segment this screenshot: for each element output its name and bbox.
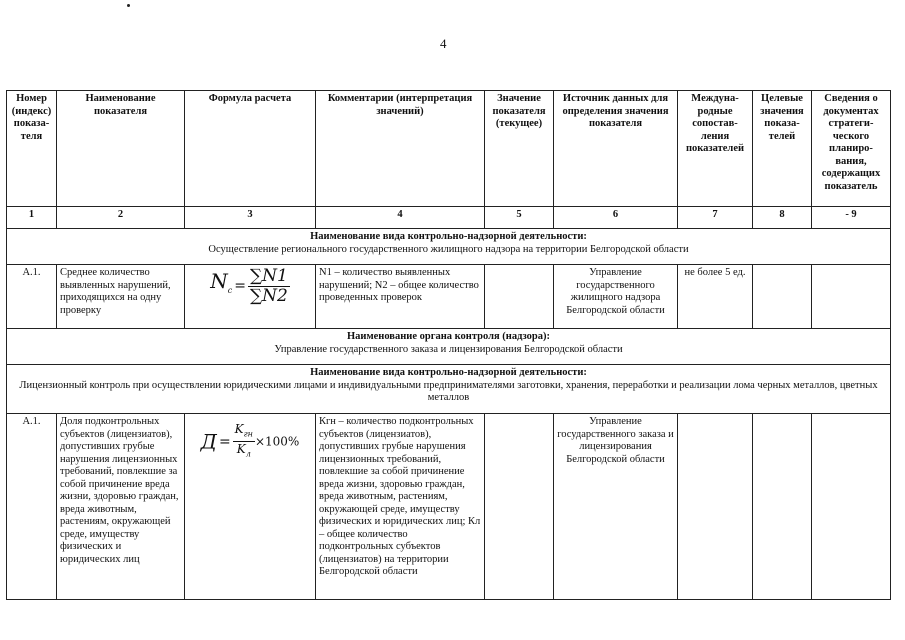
scan-mark <box>127 4 130 7</box>
row-formula: Д = $\frac{K_{гн}}{K_л}$ ×100% <box>185 414 316 600</box>
section-title: Наименование органа контроля (надзора): <box>346 331 551 342</box>
header-formula: Формула расчета <box>185 91 316 207</box>
section-text: Лицензионный контроль при осуществлении юридическими лицами и индивидуальными предпринимателями заготовки, хранения, переработки и реализации лома черных металлов, цветных металлов <box>19 379 878 403</box>
section-cell <box>7 365 891 414</box>
column-number: 5 <box>485 207 554 229</box>
formula-suffix: ×100% <box>254 434 300 449</box>
header-international: Междуна-родные сопостав-ления показателей <box>678 91 753 207</box>
section-row-supervision-type <box>7 229 891 265</box>
row-value <box>485 265 554 329</box>
row-comment: Кгн – количество подконтрольных субъектов (лицензиатов), допустивших грубые нарушения лицензионных требований, повлекшие за собой причинение вреда жизни, здоровью граждан, вреда животным, растениям, окружающей среде, имуществу физических и юридических лиц; Кл – общее количество подконтрольных субъектов (лицензиатов) на территории Белгородской области <box>316 414 485 600</box>
row-docs <box>812 265 891 329</box>
column-number: 3 <box>185 207 316 229</box>
page-number: 4 <box>440 36 447 51</box>
row-source: Управление государственного заказа и лицензирования Белгородской области <box>554 414 678 600</box>
column-number: 1 <box>7 207 57 229</box>
row-source: Управление государственного жилищного надзора Белгородской области <box>554 265 678 329</box>
header-docs: Сведения о документах стратеги-ческого планиро-вания, содержащих показатель <box>812 91 891 207</box>
table-row <box>7 414 891 600</box>
formula-fraction: $\frac{K_{гн}}{K_л}$ <box>234 422 253 459</box>
header-name: Наименование показателя <box>57 91 185 207</box>
section-title: Наименование вида контрольно-надзорной деятельности: <box>310 231 587 242</box>
column-number: 4 <box>316 207 485 229</box>
row-value <box>485 414 554 600</box>
formula-lhs: $N_c$ <box>210 269 233 296</box>
column-number: 6 <box>554 207 678 229</box>
section-cell <box>7 229 891 265</box>
row-international: не более 5 ед. <box>678 265 753 329</box>
column-number: - 9 <box>812 207 891 229</box>
column-number: 8 <box>753 207 812 229</box>
row-formula: $N_c$ = $\frac{\sum N1}{\sum N2}$ <box>185 265 316 329</box>
section-cell <box>7 329 891 365</box>
row-index: А.1. <box>7 265 57 329</box>
table-row <box>7 265 891 329</box>
header-source: Источник данных для определения значения показателя <box>554 91 678 207</box>
header-row <box>7 91 891 207</box>
header-value: Значение показателя (текущее) <box>485 91 554 207</box>
section-title: Наименование вида контрольно-надзорной деятельности: <box>310 367 587 378</box>
row-index: А.1. <box>7 414 57 600</box>
header-index: Номер (индекс) показа-теля <box>7 91 57 207</box>
column-number: 7 <box>678 207 753 229</box>
indicators-table <box>6 90 891 600</box>
row-comment: N1 – количество выявленных нарушений; N2 – общее количество проведенных проверок <box>316 265 485 329</box>
header-target: Целевые значения показа-телей <box>753 91 812 207</box>
column-numbers-row <box>7 207 891 229</box>
row-name: Среднее количество выявленных нарушений, приходящихся на одну проверку <box>57 265 185 329</box>
section-row-control-body <box>7 329 891 365</box>
section-text: Осуществление регионального государственного жилищного надзора на территории Белгородской области <box>208 243 689 255</box>
section-text: Управление государственного заказа и лицензирования Белгородской области <box>274 343 623 355</box>
row-name: Доля подконтрольных субъектов (лицензиатов), допустивших грубые нарушения лицензионных требований, повлекшие за собой причинение вреда жизни, здоровью граждан, вреда животным, растениям, окружающей среде, имуществу физических и юридических лиц <box>57 414 185 600</box>
header-comment: Комментарии (интерпретация значений) <box>316 91 485 207</box>
formula-lhs: Д <box>200 429 217 454</box>
column-number: 2 <box>57 207 185 229</box>
row-target <box>753 414 812 600</box>
row-target <box>753 265 812 329</box>
row-docs <box>812 414 891 600</box>
row-international <box>678 414 753 600</box>
section-row-supervision-type <box>7 365 891 414</box>
formula-fraction: $\frac{\sum N1}{\sum N2}$ <box>249 266 288 306</box>
